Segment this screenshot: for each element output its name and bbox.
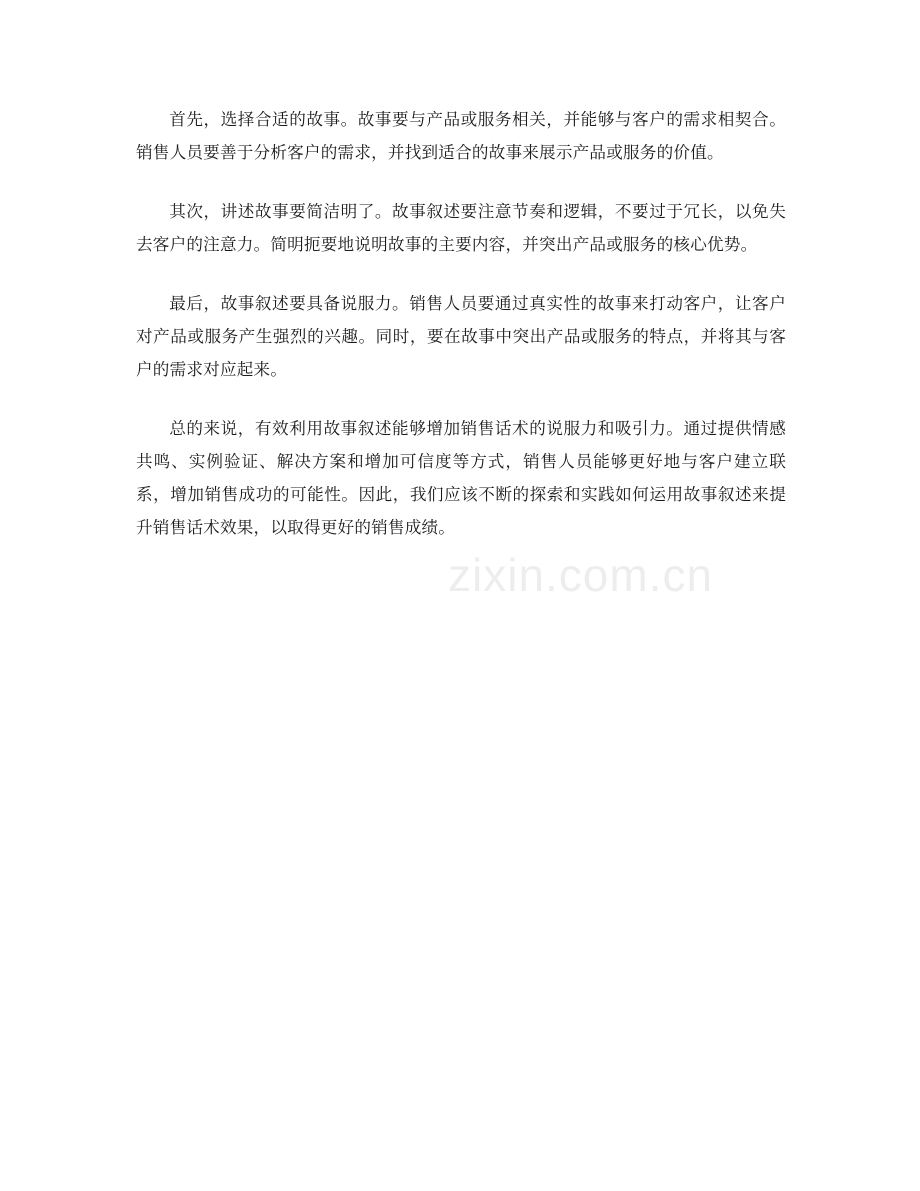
paragraph-3: 最后，故事叙述要具备说服力。销售人员要通过真实性的故事来打动客户，让客户对产品或服务产生强烈的兴趣。同时，要在故事中突出产品或服务的特点，并将其与客户的需求对应起来。 — [136, 294, 786, 379]
document-body — [136, 103, 786, 570]
watermark: zixin.com.cn — [448, 549, 714, 601]
paragraph-2: 其次，讲述故事要简洁明了。故事叙述要注意节奏和逻辑，不要过于冗长，以免失去客户的注意力。简明扼要地说明故事的主要内容，并突出产品或服务的核心优势。 — [136, 202, 786, 254]
paragraph-1: 首先，选择合适的故事。故事要与产品或服务相关，并能够与客户的需求相契合。销售人员要善于分析客户的需求，并找到适合的故事来展示产品或服务的价值。 — [136, 110, 786, 162]
paragraph-4: 总的来说，有效利用故事叙述能够增加销售话术的说服力和吸引力。通过提供情感共鸣、实例验证、解决方案和增加可信度等方式，销售人员能够更好地与客户建立联系，增加销售成功的可能性。因此，我们应该不断的探索和实践如何运用故事叙述来提升销售话术效果，以取得更好的销售成绩。 — [136, 419, 786, 537]
